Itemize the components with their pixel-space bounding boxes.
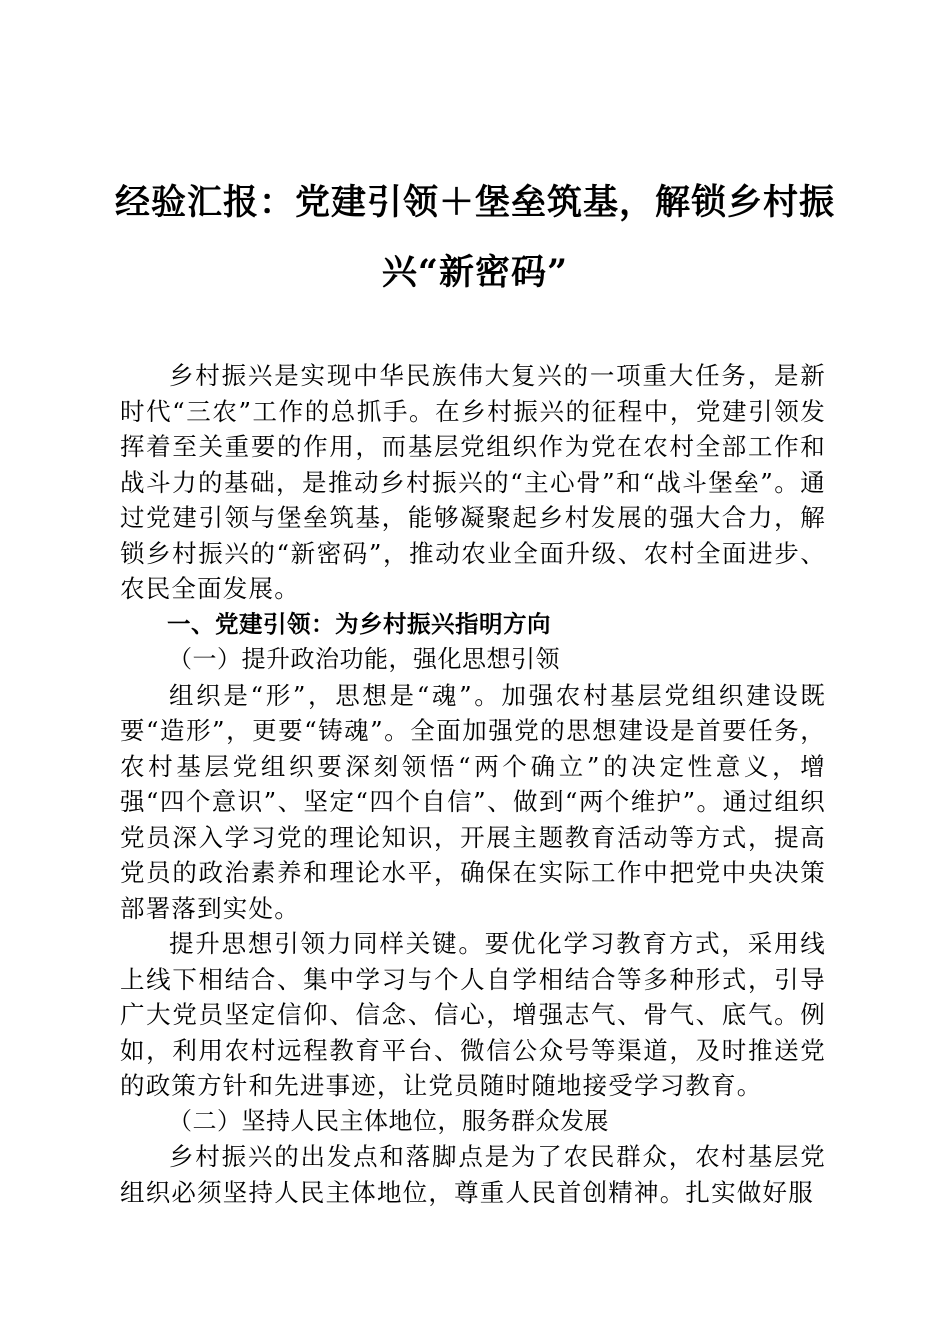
subsection-1-heading: （一）提升政治功能，强化思想引领 <box>168 645 560 673</box>
section-1-heading: 一、党建引领：为乡村振兴指明方向 <box>167 609 551 638</box>
subsection-1-paragraph-2: 提升思想引领力同样关键。要优化学习教育方式，采用线上线下相结合、集中学习与个人自学相结合等多种形式，引导广大党员坚定信仰、信念、信心，增强志气、骨气、底气。例如，利用农村远程教育平台、微信公众号等渠道，及时推送党的政策方针和先进事迹，让党员随时随地接受学习教育。 <box>120 929 826 1100</box>
subsection-1-paragraph-1: 组织是“形”，思想是“魂”。加强农村基层党组织建设既要“造形”，更要“铸魂”。全面加强党的思想建设是首要任务，农村基层党组织要深刻领悟“两个确立”的决定性意义，增强“四个意识”、坚定“四个自信”、做到“两个维护”。通过组织党员深入学习党的理论知识，开展主题教育活动等方式，提高党员的政治素养和理论水平，确保在实际工作中把党中央决策部署落到实处。 <box>120 680 826 923</box>
title-line-1: 经验汇报：党建引领＋堡垒筑基，解锁乡村振 <box>114 182 835 223</box>
subsection-2-heading: （二）坚持人民主体地位，服务群众发展 <box>168 1106 609 1135</box>
intro-paragraph: 乡村振兴是实现中华民族伟大复兴的一项重大任务，是新时代“三农”工作的总抓手。在乡村振兴的征程中，党建引领发挥着至关重要的作用，而基层党组织作为党在农村全部工作和战斗力的基础，是推动乡村振兴的“主心骨”和“战斗堡垒”。通过党建引领与堡垒筑基，能够凝聚起乡村发展的强大合力，解锁乡村振兴的“新密码”，推动农业全面升级、农村全面进步、农民全面发展。 <box>120 361 826 603</box>
subsection-2-paragraph-1: 乡村振兴的出发点和落脚点是为了农民群众，农村基层党组织必须坚持人民主体地位，尊重人民首创精神。扎实做好服 <box>120 1142 826 1207</box>
title-line-2: 兴“新密码” <box>381 252 569 293</box>
document-body <box>120 358 826 1210</box>
document-title <box>110 168 840 308</box>
